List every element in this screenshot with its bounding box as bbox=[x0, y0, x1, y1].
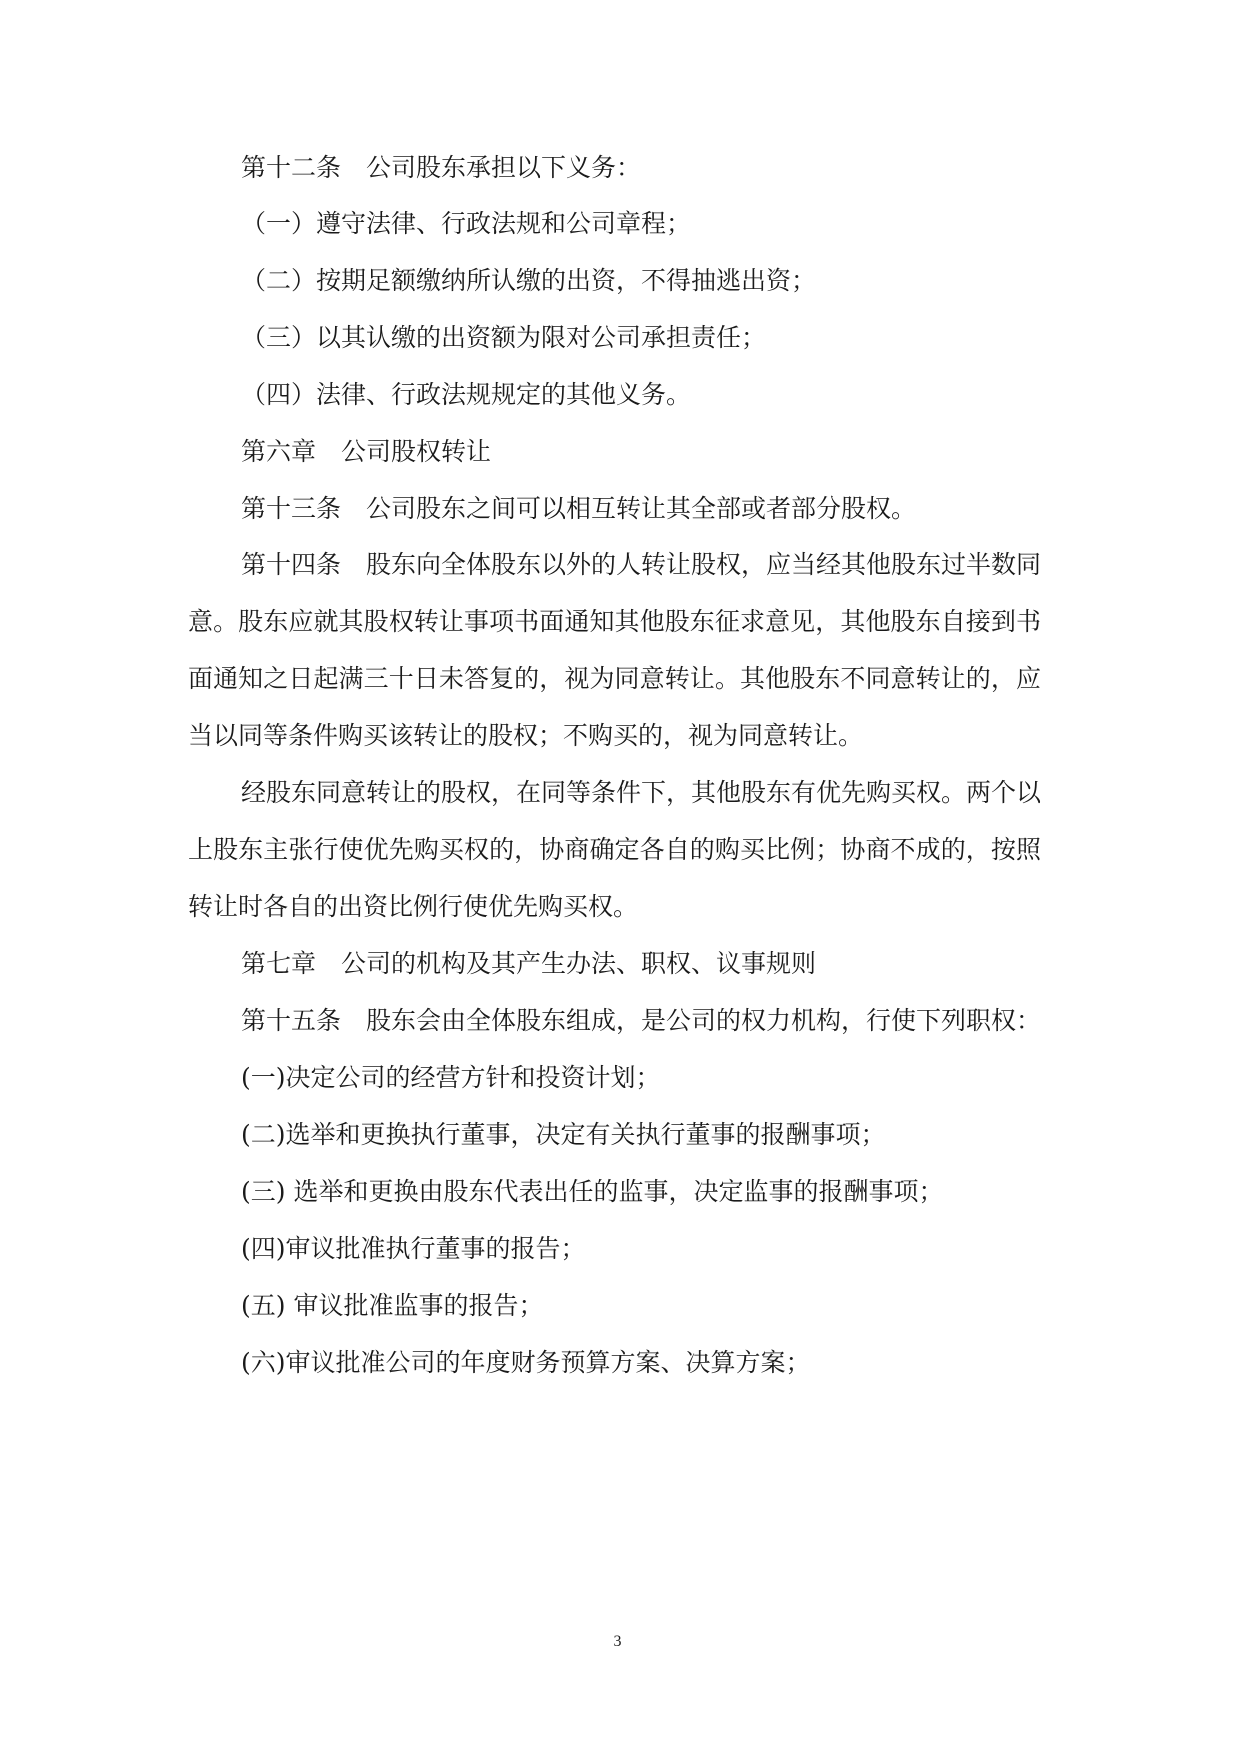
chapter-6-heading: 第六章 公司股权转让 bbox=[241, 437, 492, 466]
list-item: （四）法律、行政法规规定的其他义务。 bbox=[241, 380, 692, 409]
list-item: (一)决定公司的经营方针和投资计划； bbox=[241, 1063, 661, 1092]
article-14-line-2: 意。股东应就其股权转让事项书面通知其他股东征求意见，其他股东自接到书 bbox=[188, 607, 1041, 636]
article-12-heading: 第十二条 公司股东承担以下义务： bbox=[241, 153, 642, 182]
article-15-heading: 第十五条 股东会由全体股东组成，是公司的权力机构，行使下列职权： bbox=[241, 1006, 1042, 1035]
list-item: (三) 选举和更换由股东代表出任的监事，决定监事的报酬事项； bbox=[241, 1177, 944, 1206]
paragraph-line-2: 上股东主张行使优先购买权的，协商确定各自的购买比例；协商不成的，按照 bbox=[188, 835, 1041, 864]
page-number: 3 bbox=[613, 1633, 622, 1650]
paragraph-line-3: 转让时各自的出资比例行使优先购买权。 bbox=[188, 892, 639, 921]
article-14-line-3: 面通知之日起满三十日未答复的，视为同意转让。其他股东不同意转让的，应 bbox=[188, 664, 1041, 693]
list-item: (二)选举和更换执行董事，决定有关执行董事的报酬事项； bbox=[241, 1120, 886, 1149]
article-14-line-4: 当以同等条件购买该转让的股权；不购买的，视为同意转让。 bbox=[188, 721, 864, 750]
list-item: (五) 审议批准监事的报告； bbox=[241, 1291, 544, 1320]
list-item: （三）以其认缴的出资额为限对公司承担责任； bbox=[241, 323, 767, 352]
article-14-line-1: 第十四条 股东向全体股东以外的人转让股权，应当经其他股东过半数同 bbox=[241, 550, 1042, 579]
list-item: (四)审议批准执行董事的报告； bbox=[241, 1234, 586, 1263]
list-item: （二）按期足额缴纳所认缴的出资，不得抽逃出资； bbox=[241, 266, 817, 295]
list-item: (六)审议批准公司的年度财务预算方案、决算方案； bbox=[241, 1348, 811, 1377]
list-item: （一）遵守法律、行政法规和公司章程； bbox=[241, 209, 692, 238]
paragraph-line-1: 经股东同意转让的股权，在同等条件下，其他股东有优先购买权。两个以 bbox=[241, 778, 1042, 807]
chapter-7-heading: 第七章 公司的机构及其产生办法、职权、议事规则 bbox=[241, 949, 817, 978]
article-13: 第十三条 公司股东之间可以相互转让其全部或者部分股权。 bbox=[241, 494, 917, 523]
